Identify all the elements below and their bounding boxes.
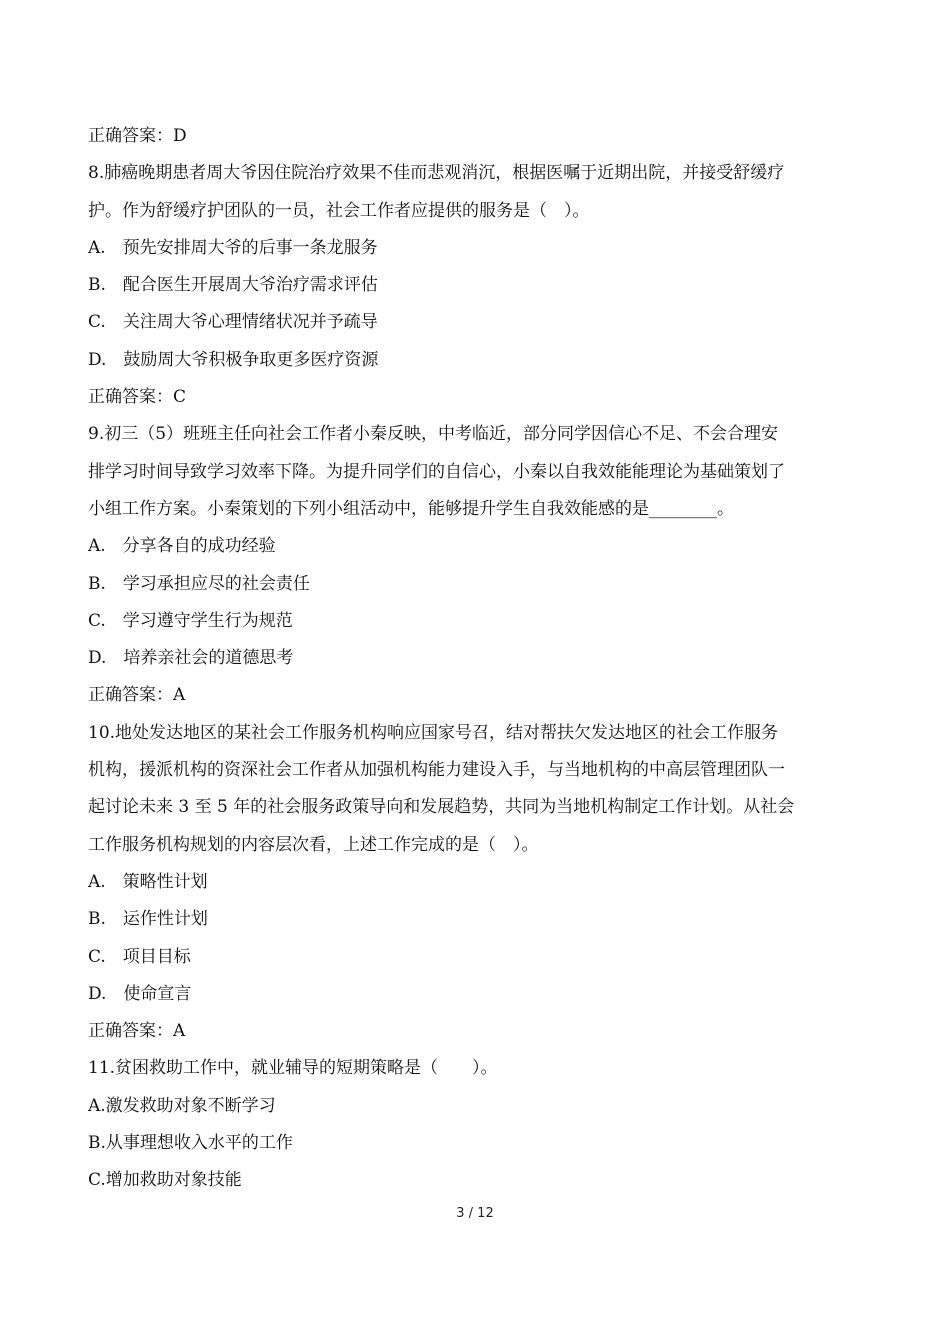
answer-line: 正确答案：D (88, 126, 187, 146)
question-8-text: 护。作为舒缓疗护团队的一员，社会工作者应提供的服务是（ ）。 (88, 200, 590, 221)
question-11-option-c: C.增加救助对象技能 (88, 1170, 242, 1191)
question-9-option-d: D. 培养亲社会的道德思考 (88, 648, 294, 669)
question-10-text: 起讨论未来 3 至 5 年的社会服务政策导向和发展趋势，共同为当地机构制定工作计划。从社会 (88, 797, 795, 818)
question-10-text: 机构，援派机构的资深社会工作者从加强机构能力建设入手，与当地机构的中高层管理团队一 (88, 760, 785, 781)
question-9-option-c: C. 学习遵守学生行为规范 (88, 610, 293, 631)
question-9-option-a: A. 分享各自的成功经验 (88, 536, 276, 557)
question-9-text: 排学习时间导致学习效率下降。为提升同学们的自信心，小秦以自我效能能理论为基础策划了 (88, 461, 785, 482)
question-10-text: 工作服务机构规划的内容层次看，上述工作完成的是（ ）。 (88, 834, 539, 855)
question-10-option-d: D. 使命宣言 (88, 983, 192, 1004)
question-10-text: 10.地处发达地区的某社会工作服务机构响应国家号召，结对帮扶欠发达地区的社会工作服务 (88, 722, 779, 743)
question-10-option-a: A. 策略性计划 (88, 871, 208, 892)
document-body (88, 118, 868, 1200)
question-8-option-a: A. 预先安排周大爷的后事一条龙服务 (88, 237, 378, 258)
question-11-text: 11.贫困救助工作中，就业辅导的短期策略是（ ）。 (88, 1058, 498, 1079)
question-8-answer: 正确答案：C (88, 387, 187, 408)
question-11-option-b: B.从事理想收入水平的工作 (88, 1133, 293, 1154)
question-9-text: 小组工作方案。小秦策划的下列小组活动中，能够提升学生自我效能感的是________。 (88, 498, 734, 519)
question-9-answer: 正确答案：A (88, 685, 186, 706)
question-8-text: 8.肺癌晚期患者周大爷因住院治疗效果不佳而悲观消沉，根据医嘱于近期出院，并接受舒缓疗 (88, 163, 785, 184)
question-11-option-a: A.激发救助对象不断学习 (88, 1095, 276, 1116)
page-number: 3 / 12 (456, 1206, 494, 1221)
question-10-option-c: C. 项目目标 (88, 946, 191, 967)
question-10-option-b: B. 运作性计划 (88, 909, 208, 930)
question-8-option-c: C. 关注周大爷心理情绪状况并予疏导 (88, 312, 378, 333)
question-10-answer: 正确答案：A (88, 1021, 186, 1042)
question-9-option-b: B. 学习承担应尽的社会责任 (88, 573, 310, 594)
question-8-option-d: D. 鼓励周大爷积极争取更多医疗资源 (88, 349, 379, 370)
question-9-text: 9.初三（5）班班主任向社会工作者小秦反映，中考临近，部分同学因信心不足、不会合理安 (88, 424, 779, 445)
question-8-option-b: B. 配合医生开展周大爷治疗需求评估 (88, 275, 378, 296)
